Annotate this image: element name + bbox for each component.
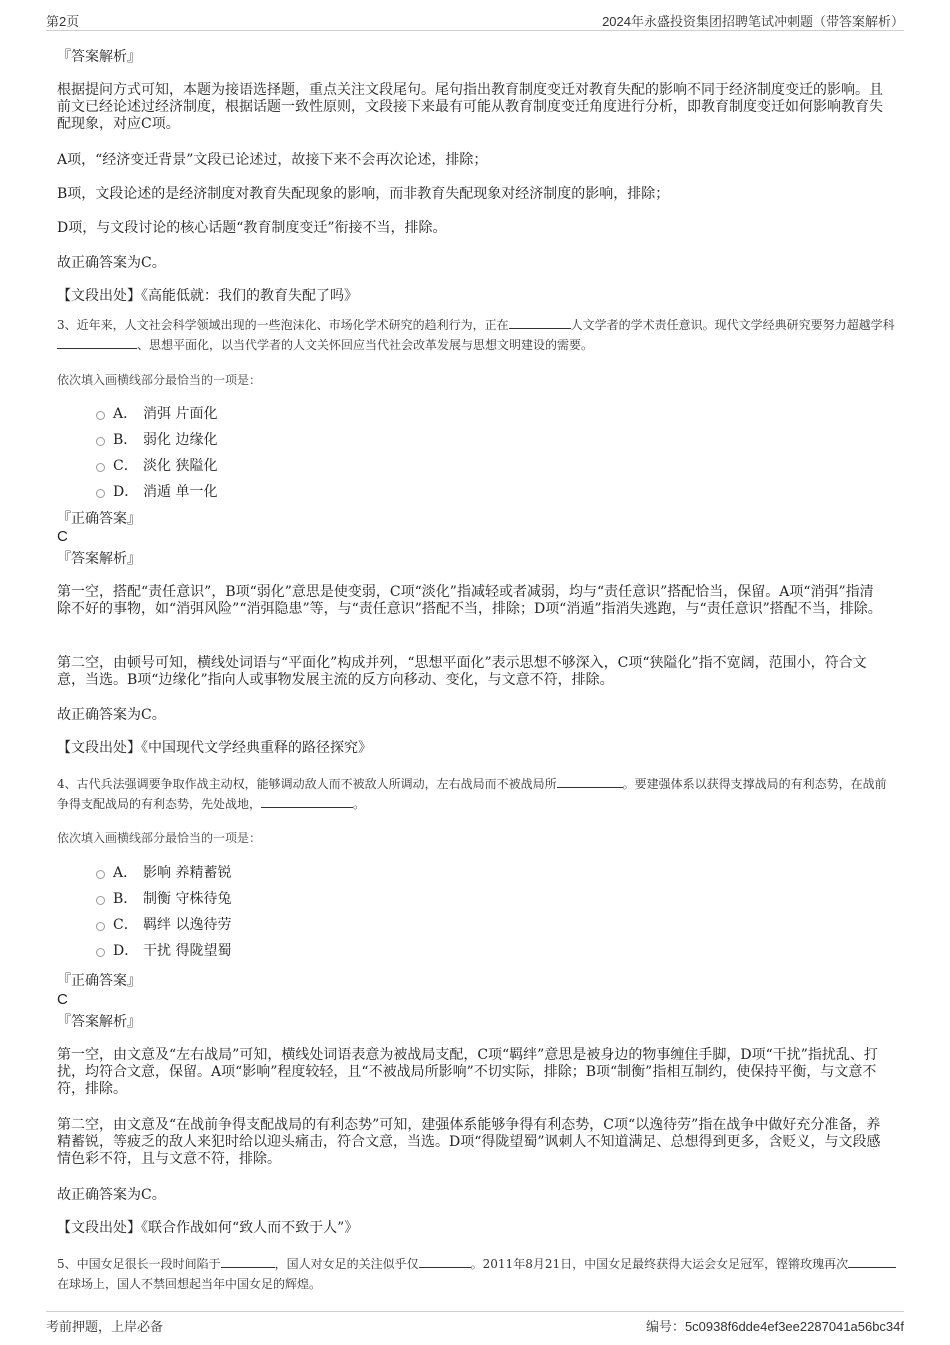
q3-conclusion: 故正确答案为C。 xyxy=(57,707,166,723)
radio-icon[interactable] xyxy=(96,948,105,957)
q3-option-d[interactable]: D． 消遁 单一化 xyxy=(96,481,217,501)
q4-conclusion: 故正确答案为C。 xyxy=(57,1187,166,1203)
q2-analysis-paragraph: 根据提问方式可知，本题为接语选择题，重点关注文段尾句。尾句指出教育制度变迁对教育失配的影响不同于经济制度变迁的影响。且前文已经论述过经济制度，根据话题一致性原则，文段接下来最有可能从教育制度变迁角度进行分析，即教育制度变迁如何影响教育失配现象，对应C项。 xyxy=(57,82,883,132)
q4-blank-2[interactable] xyxy=(261,795,353,808)
q2-conclusion: 故正确答案为C。 xyxy=(57,255,166,271)
radio-icon[interactable] xyxy=(96,489,105,498)
q3-correct-answer: C xyxy=(57,528,68,545)
q4-stem: 4、古代兵法强调要争取作战主动权，能够调动敌人而不被敌人所调动，左右战局而不被战局所 。要建强体系以获得支撑战局的有利态势，在战前争得支配战局的有利态势，先处战地， 。 xyxy=(57,777,887,811)
q5-blank-3[interactable] xyxy=(848,1255,896,1268)
q3-option-c[interactable]: C． 淡化 狭隘化 xyxy=(96,455,217,475)
radio-icon[interactable] xyxy=(96,437,105,446)
radio-icon[interactable] xyxy=(96,896,105,905)
q3-analysis-heading: 『答案解析』 xyxy=(57,551,141,567)
page-footer xyxy=(46,1311,904,1336)
q2-option-a-analysis: A项，“经济变迁背景”文段已论述过，故接下来不会再次论述，排除； xyxy=(57,152,488,168)
document-code-value: 5c0938f6dde4ef3ee2287041a56bc34f xyxy=(684,1319,904,1334)
q4-blank-1[interactable] xyxy=(557,775,623,788)
q4-prompt: 依次填入画横线部分最恰当的一项是： xyxy=(57,831,262,845)
radio-icon[interactable] xyxy=(96,922,105,931)
q5-blank-2[interactable] xyxy=(419,1255,471,1268)
q4-analysis-paragraph-2: 第二空，由文意及“在战前争得支配战局的有利态势”可知，建强体系能够争得有利态势，C项“以逸待劳”指在战争中做好充分准备，养精蓄锐，等疲乏的敌人来犯时给以迎头痛击，符合文意，当选。D项“得陇望蜀”讽刺人不知道满足、总想得到更多，含贬义，与文段感情色彩不符，且与文意不符，排除。 xyxy=(57,1117,881,1167)
q3-prompt: 依次填入画横线部分最恰当的一项是： xyxy=(57,373,262,387)
document-title: 2024年永盛投资集团招聘笔试冲刺题（带答案解析） xyxy=(602,14,904,29)
q2-source: 【文段出处】《高能低就：我们的教育失配了吗》 xyxy=(57,288,358,304)
q3-analysis-paragraph-1: 第一空，搭配“责任意识”，B项“弱化”意思是使变弱，C项“淡化”指减轻或者减弱，均与“责任意识”搭配恰当，保留。A项“消弭”指清除不好的事物，如“消弭风险”“消弭隐患”等，与“责任意识”搭配不当，排除；D项“消遁”指消失逃跑，与“责任意识”搭配不当，排除。 xyxy=(57,584,882,617)
q4-correct-heading: 『正确答案』 xyxy=(57,973,141,989)
q3-analysis-paragraph-2: 第二空，由顿号可知，横线处词语与“平面化”构成并列，“思想平面化”表示思想不够深入，C项“狭隘化”指不宽阔，范围小，符合文意，当选。B项“边缘化”指向人或事物发展主流的反方向移动、变化，与文意不符，排除。 xyxy=(57,655,867,688)
page-header xyxy=(46,8,904,31)
q4-option-a[interactable]: A． 影响 养精蓄锐 xyxy=(96,862,231,882)
q2-analysis-heading: 『答案解析』 xyxy=(57,49,141,65)
q5-stem: 5、中国女足很长一段时间陷于 ，国人对女足的关注似乎仅 。2011年8月21日，中国女足最终获得大运会女足冠军，铿锵玫瑰再次在球场上，国人不禁回想起当年中国女足的辉煌。 xyxy=(57,1254,897,1294)
q4-analysis-heading: 『答案解析』 xyxy=(57,1014,141,1030)
q3-blank-2[interactable] xyxy=(57,336,137,349)
q4-option-d[interactable]: D． 干扰 得陇望蜀 xyxy=(96,940,231,960)
page-number: 第2页 xyxy=(46,14,80,29)
radio-icon[interactable] xyxy=(96,870,105,879)
q3-source: 【文段出处】《中国现代文学经典重释的路径探究》 xyxy=(57,740,372,756)
q3-option-b[interactable]: B． 弱化 边缘化 xyxy=(96,429,217,449)
q2-option-b-analysis: B项，文段论述的是经济制度对教育失配现象的影响，而非教育失配现象对经济制度的影响，排除； xyxy=(57,186,670,202)
radio-icon[interactable] xyxy=(96,411,105,420)
q4-source: 【文段出处】《联合作战如何“致人而不致于人”》 xyxy=(57,1220,359,1236)
document-code xyxy=(646,1316,904,1335)
q4-option-b[interactable]: B． 制衡 守株待兔 xyxy=(96,888,231,908)
q3-stem: 3、近年来，人文社会科学领域出现的一些泡沫化、市场化学术研究的趋利行为，正在 人文学者的学术责任意识。现代文学经典研究要努力超越学科、思想平面化，以当代学者的人文关怀回应当代社会改革发展与思想文明建设的需要。 xyxy=(57,318,895,352)
q5-blank-1[interactable] xyxy=(221,1255,275,1268)
radio-icon[interactable] xyxy=(96,463,105,472)
q4-analysis-paragraph-1: 第一空，由文意及“左右战局”可知，横线处词语表意为被战局支配，C项“羁绊”意思是被身边的物事缠住手脚，D项“干扰”指扰乱、打扰，均符合文意，保留。A项“影响”程度较轻，且“不被战局所影响”不切实际，排除；B项“制衡”指相互制约，使保持平衡，与文意不符，排除。 xyxy=(57,1047,878,1097)
document-code-label: 编号： xyxy=(645,1319,685,1334)
q4-correct-answer: C xyxy=(57,991,68,1008)
q3-correct-heading: 『正确答案』 xyxy=(57,511,141,527)
q3-option-a[interactable]: A． 消弭 片面化 xyxy=(96,403,217,423)
q3-blank-1[interactable] xyxy=(509,316,571,329)
q4-option-c[interactable]: C． 羁绊 以逸待劳 xyxy=(96,914,231,934)
q2-option-d-analysis: D项，与文段讨论的核心话题“教育制度变迁”衔接不当，排除。 xyxy=(57,220,447,236)
footer-slogan: 考前押题，上岸必备 xyxy=(46,1319,164,1334)
